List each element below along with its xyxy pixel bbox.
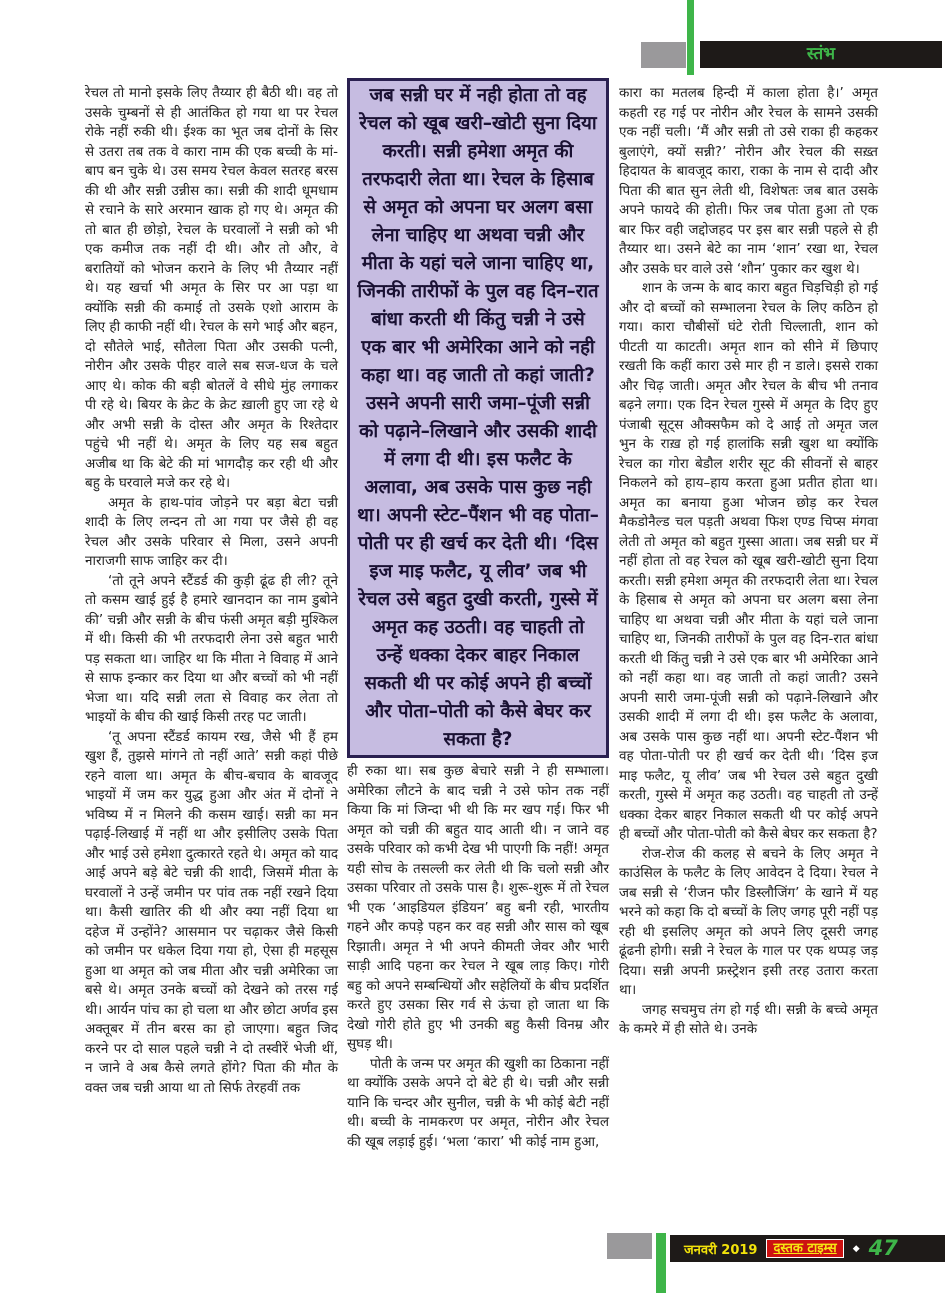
- footer-gray-box: [607, 1233, 652, 1259]
- article-column-1: [85, 84, 338, 1159]
- header-gray-box: [641, 42, 686, 68]
- section-label: स्तंभ: [806, 44, 836, 64]
- paragraph: ‘तू अपना स्टैंडर्ड कायम रख, जैसे भी हैं हम खुश हैं, तुझसे मांगने तो नहीं आते’ सन्नी कहां पीछे रहने वाला था। अमृत के बीच-बचाव के बावजूद भाइयों में जम कर युद्ध हुआ और अंत में दोनों ने भविष्य में न मिलने की कसम खाई। सन्नी का मन पढ़ाई-लिखाई में नहीं था और इसीलिए उसके पिता और भाई उसे हमेशा दुत्कारते रहते थे। अमृत को याद आई अपने बड़े बेटे चन्नी की शादी, जिसमें मीता के घरवालों ने उन्हें जमीन पर पांव तक नहीं रखने दिया था। कैसी खातिर की थी और क्या नहीं दिया था दहेज में उन्होंने? आसमान पर चढ़ाकर जैसे किसी को जमीन पर धकेल दिया गया हो, ऐसा ही महसूस हुआ था अमृत को जब मीता और चन्नी अमेरिका जा बसे थे। अमृत उनके बच्चों को देखने को तरस गई थी। आर्यन पांच का हो चला था और छोटा अर्णव इस अक्तूबर में तीन बरस का हो जाएगा। बहुत जिद करने पर दो साल पहले चन्नी ने दो तस्वीरें भेजी थीं, न जाने वे अब कैसे लगते होंगे? पिता की मौत के वक्त जब चन्नी आया था तो सिर्फ तेरहवीं तक: [85, 728, 338, 1096]
- footer-green-bar: [656, 1233, 666, 1293]
- magazine-logo: दस्तक टाइम्स: [766, 1239, 843, 1258]
- paragraph: शान के जन्म के बाद कारा बहुत चिड़चिड़ी हो गई और दो बच्चों को सम्भालना रेचल के लिए कठिन हो गया। कारा चौबीसों घंटे रोती चिल्लाती, शान को पीटती या काटती। अमृत शान को सीने में छिपाए रखती कि कहीं कारा उसे मार ही न डाले। इससे राका और चिढ़ जाती। अमृत और रेचल के बीच भी तनाव बढ़ने लगा। एक दिन रेचल गुस्से में अमृत के दिए हुए पंजाबी सूट्स औक्सफैम को दे आई तो अमृत जल भुन के राख़ हो गई हालांकि सन्नी खुश था क्योंकि रेचल का गोरा बेडौल शरीर सूट की सीवनों से बाहर निकलने को हाय–हाय करता हुआ प्रतीत होता था। अमृत का बनाया हुआ भोजन छोड़ कर रेचल मैकडोनैल्ड चल पड़ती अथवा फिश एण्ड चिप्स मंगवा लेती तो अमृत को बहुत गुस्सा आता। जब सन्नी घर में नहीं होता तो वह रेचल को खूब खरी-खोटी सुना दिया करती। सन्नी हमेशा अमृत की तरफदारी लेता था। रेचल के हिसाब से अमृत को अपना घर अलग बसा लेना चाहिए था अथवा चन्नी और मीता के यहां चले जाना चाहिए था, जिनकी तारीफों के पुल वह दिन-रात बांधा करती थी किंतु चन्नी ने उसे एक बार भी अमेरिका आने को नहीं कहा था। वह जाती तो कहां जाती? उसने अपनी सारी जमा-पूंजी सन्नी को पढ़ाने-लिखाने और उसकी शादी में लगा दी थी। इस फलैट के अलावा, अब उसके पास कुछ नहीं था। अपनी स्टेट-पैंशन भी वह पोता-पोती पर ही खर्च कर देती थी। ‘दिस इज माइ फलैट, यू लीव’ जब भी रेचल उसे बहुत दुखी करती, गुस्से में अमृत कह उठती। वह चाहती तो उन्हें धक्का देकर बाहर निकाल सकती थी पर कोई अपने ही बच्चों और पोता-पोती को कैसे बेघर कर सकता है?: [619, 280, 878, 842]
- paragraph: जगह सचमुच तंग हो गई थी। सन्नी के बच्चे अमृत के कमरे में ही सोते थे। उनके: [619, 1001, 878, 1037]
- issue-date: जनवरी 2019: [684, 1242, 758, 1258]
- pull-quote-text: जब सन्नी घर में नही होता तो वह रेचल को खूब खरी–खोटी सुना दिया करती। सन्नी हमेशा अमृत की तरफदारी लेता था। रेचल के हिसाब से अमृत को अपना घर अलग बसा लेना चाहिए था अथवा चन्नी और मीता के यहां चले जाना चाहिए था, जिनकी तारीफों के पुल वह दिन–रात बांधा करती थी किंतु चन्नी ने उसे एक बार भी अमेरिका आने को नही कहा था। वह जाती तो कहां जाती? उसने अपनी सारी जमा–पूंजी सन्नी को पढ़ाने–लिखाने और उसकी शादी में लगा दी थी। इस फलैट के अलावा, अब उसके पास कुछ नही था। अपनी स्टेट–पैंशन भी वह पोता–पोती पर ही खर्च कर देती थी। ‘दिस इज माइ फलैट, यू लीव’ जब भी रेचल उसे बहुत दुखी करती, गुस्से में अमृत कह उठती। वह चाहती तो उन्हें धक्का देकर बाहर निकाल सकती थी पर कोई अपने ही बच्चों और पोता–पोती को कैसे बेघर कर सकता है?: [357, 85, 599, 750]
- paragraph: ‘तो तूने अपने स्टैंडर्ड की कुड़ी ढूंढ ही ली? तूने तो कसम खाई हुई है हमारे खानदान का नाम डुबोने की’ चन्नी और सन्नी के बीच फंसी अमृत बड़ी मुश्किल में थी। किसी की भी तरफदारी लेना उसे बहुत भारी पड़ सकता था। जाहिर था कि मीता ने विवाह में आने से साफ इन्कार कर दिया था और बच्चों को भी नहीं भेजा था। यदि सन्नी लता से विवाह कर लेता तो भाइयों के बीच की खाई किसी तरह पट जाती।: [85, 572, 338, 725]
- page-number: 47: [868, 1236, 898, 1260]
- paragraph: अमृत के हाथ-पांव जोड़ने पर बड़ा बेटा चन्नी शादी के लिए लन्दन तो आ गया पर जैसे ही वह रेचल और उसके परिवार से मिला, उसने अपनी नाराजगी साफ जाहिर कर दी।: [85, 494, 338, 569]
- paragraph: रेचल तो मानो इसके लिए तैय्यार ही बैठी थी। वह तो उसके चुम्बनों से ही आतंकित हो गया था पर रेचल रोके नहीं रुकी थी। ईश्क का भूत जब दोनों के सिर से उतरा तब तक वे कारा नाम की एक बच्ची के मां-बाप बन चुके थे। उस समय रेचल केवल सतरह बरस की थी और सन्नी उन्नीस का। सन्नी की शादी धूमधाम से रचाने के सारे अरमान खाक हो गए थे। अमृत की तो बात ही छोड़ो, रेचल के घरवालों ने सन्नी को भी एक कमीज तक नहीं दी थी। और तो और, वे बरातियों को भोजन कराने के लिए भी तैय्यार नहीं थे। यह खर्चा भी अमृत के सिर पर आ पड़ा था क्योंकि सन्नी की कमाई तो उसके एशो आराम के लिए ही काफी नहीं थी। रेचल के सगे भाई और बहन, दो सौतेले भाई, सौतेला पिता और उसकी पत्नी, नोरीन और उसके पीहर वाले सब सज-धज के चले आए थे। कोक की बड़ी बोतलें वे सीधे मुंह लगाकर पी रहे थे। बियर के क्रेट के क्रेट ख़ाली हुए जा रहे थे और अभी सन्नी के दोस्त और अमृत के रिश्तेदार पहुंचे भी नहीं थे। अमृत के लिए यह सब बहुत अजीब था कि बेटे की मां भागदौड़ कर रही थी और बहु के घरवाले मजे कर रहे थे।: [85, 85, 338, 491]
- diamond-icon: ◆: [852, 1243, 860, 1254]
- paragraph: पोती के जन्म पर अमृत की खुशी का ठिकाना नहीं था क्योंकि उसके अपने दो बेटे ही थे। चन्नी और सन्नी यानि कि चन्दर और सुनील, चन्नी के भी कोई बेटी नहीं थी। बच्ची के नामकरण पर अमृत, नोरीन और रेचल की खूब लड़ाई हुई। ‘भला ‘कारा’ भी कोई नाम हुआ,: [347, 1055, 609, 1150]
- article-column-3: [619, 84, 878, 1199]
- section-header-bar: [700, 41, 942, 68]
- article-column-2: [347, 762, 609, 1182]
- paragraph: कारा का मतलब हिन्दी में काला होता है।’ अमृत कहती रह गई पर नोरीन और रेचल के सामने उसकी एक नहीं चली। ‘मैं और सन्नी तो उसे राका ही कहकर बुलाएंगे, क्यों सन्नी?’ नोरीन और रेचल की सख़्त हिदायत के बावजूद कारा, राका के नाम से दादी और पिता की बात सुन लेती थी, विशेषतः जब बात उसके अपने फायदे की होती। फिर जब पोता हुआ तो एक बार फिर वही जद्दोजहद पर इस बार सन्नी पहले से ही तैय्यार था। उसने बेटे का नाम ‘शान’ रखा था, रेचल और उसके घर वाले उसे ‘शौन’ पुकार कर खुश थे।: [619, 85, 878, 277]
- paragraph: रोज-रोज की कलह से बचने के लिए अमृत ने काउंसिल के फलैट के लिए आवेदन दे दिया। रेचल ने जब सन्नी से ‘रीजन फौर डिस्लौजिंग’ के खाने में यह भरने को कहा कि दो बच्चों के लिए जगह पूरी नहीं पड़ रही थी इसलिए अमृत को अपने लिए दूसरी जगह ढूंढनी होगी। सन्नी ने रेचल के गाल पर एक थप्पड़ जड़ दिया। सन्नी अपनी फ्रस्ट्रेशन इसी तरह उतारा करता था।: [619, 845, 879, 998]
- footer-bar: [670, 1235, 945, 1262]
- paragraph: ही रुका था। सब कुछ बेचारे सन्नी ने ही सम्भाला। अमेरिका लौटने के बाद चन्नी ने उसे फोन तक नहीं किया कि मां जिन्दा भी थी कि मर खप गई। फिर भी अमृत को चन्नी की बहुत याद आती थी। न जाने वह उसके परिवार को कभी देख भी पाएगी कि नहीं! अमृत यही सोच के तसल्ली कर लेती थी कि चलो सन्नी और उसका परिवार तो उसके पास है। शुरू-शुरू में तो रेचल भी एक ‘आइडियल इंडियन’ बहु बनी रही, भारतीय गहने और कपड़े पहन कर वह सन्नी और सास को खूब रिझाती। अमृत ने भी अपने कीमती जेवर और भारी साड़ी आदि पहना कर रेचल ने खूब लाड़ किए। गोरी बहु को अपने सम्बन्धियों और सहेलियों के बीच प्रदर्शित करते हुए उसका सिर गर्व से ऊंचा हो जाता था कि देखो गोरी होते हुए भी उनकी बहु कैसी विनम्र और सुघड़ थी।: [347, 763, 609, 1052]
- pull-quote-box: [347, 78, 609, 758]
- header-green-bar: [687, 0, 694, 75]
